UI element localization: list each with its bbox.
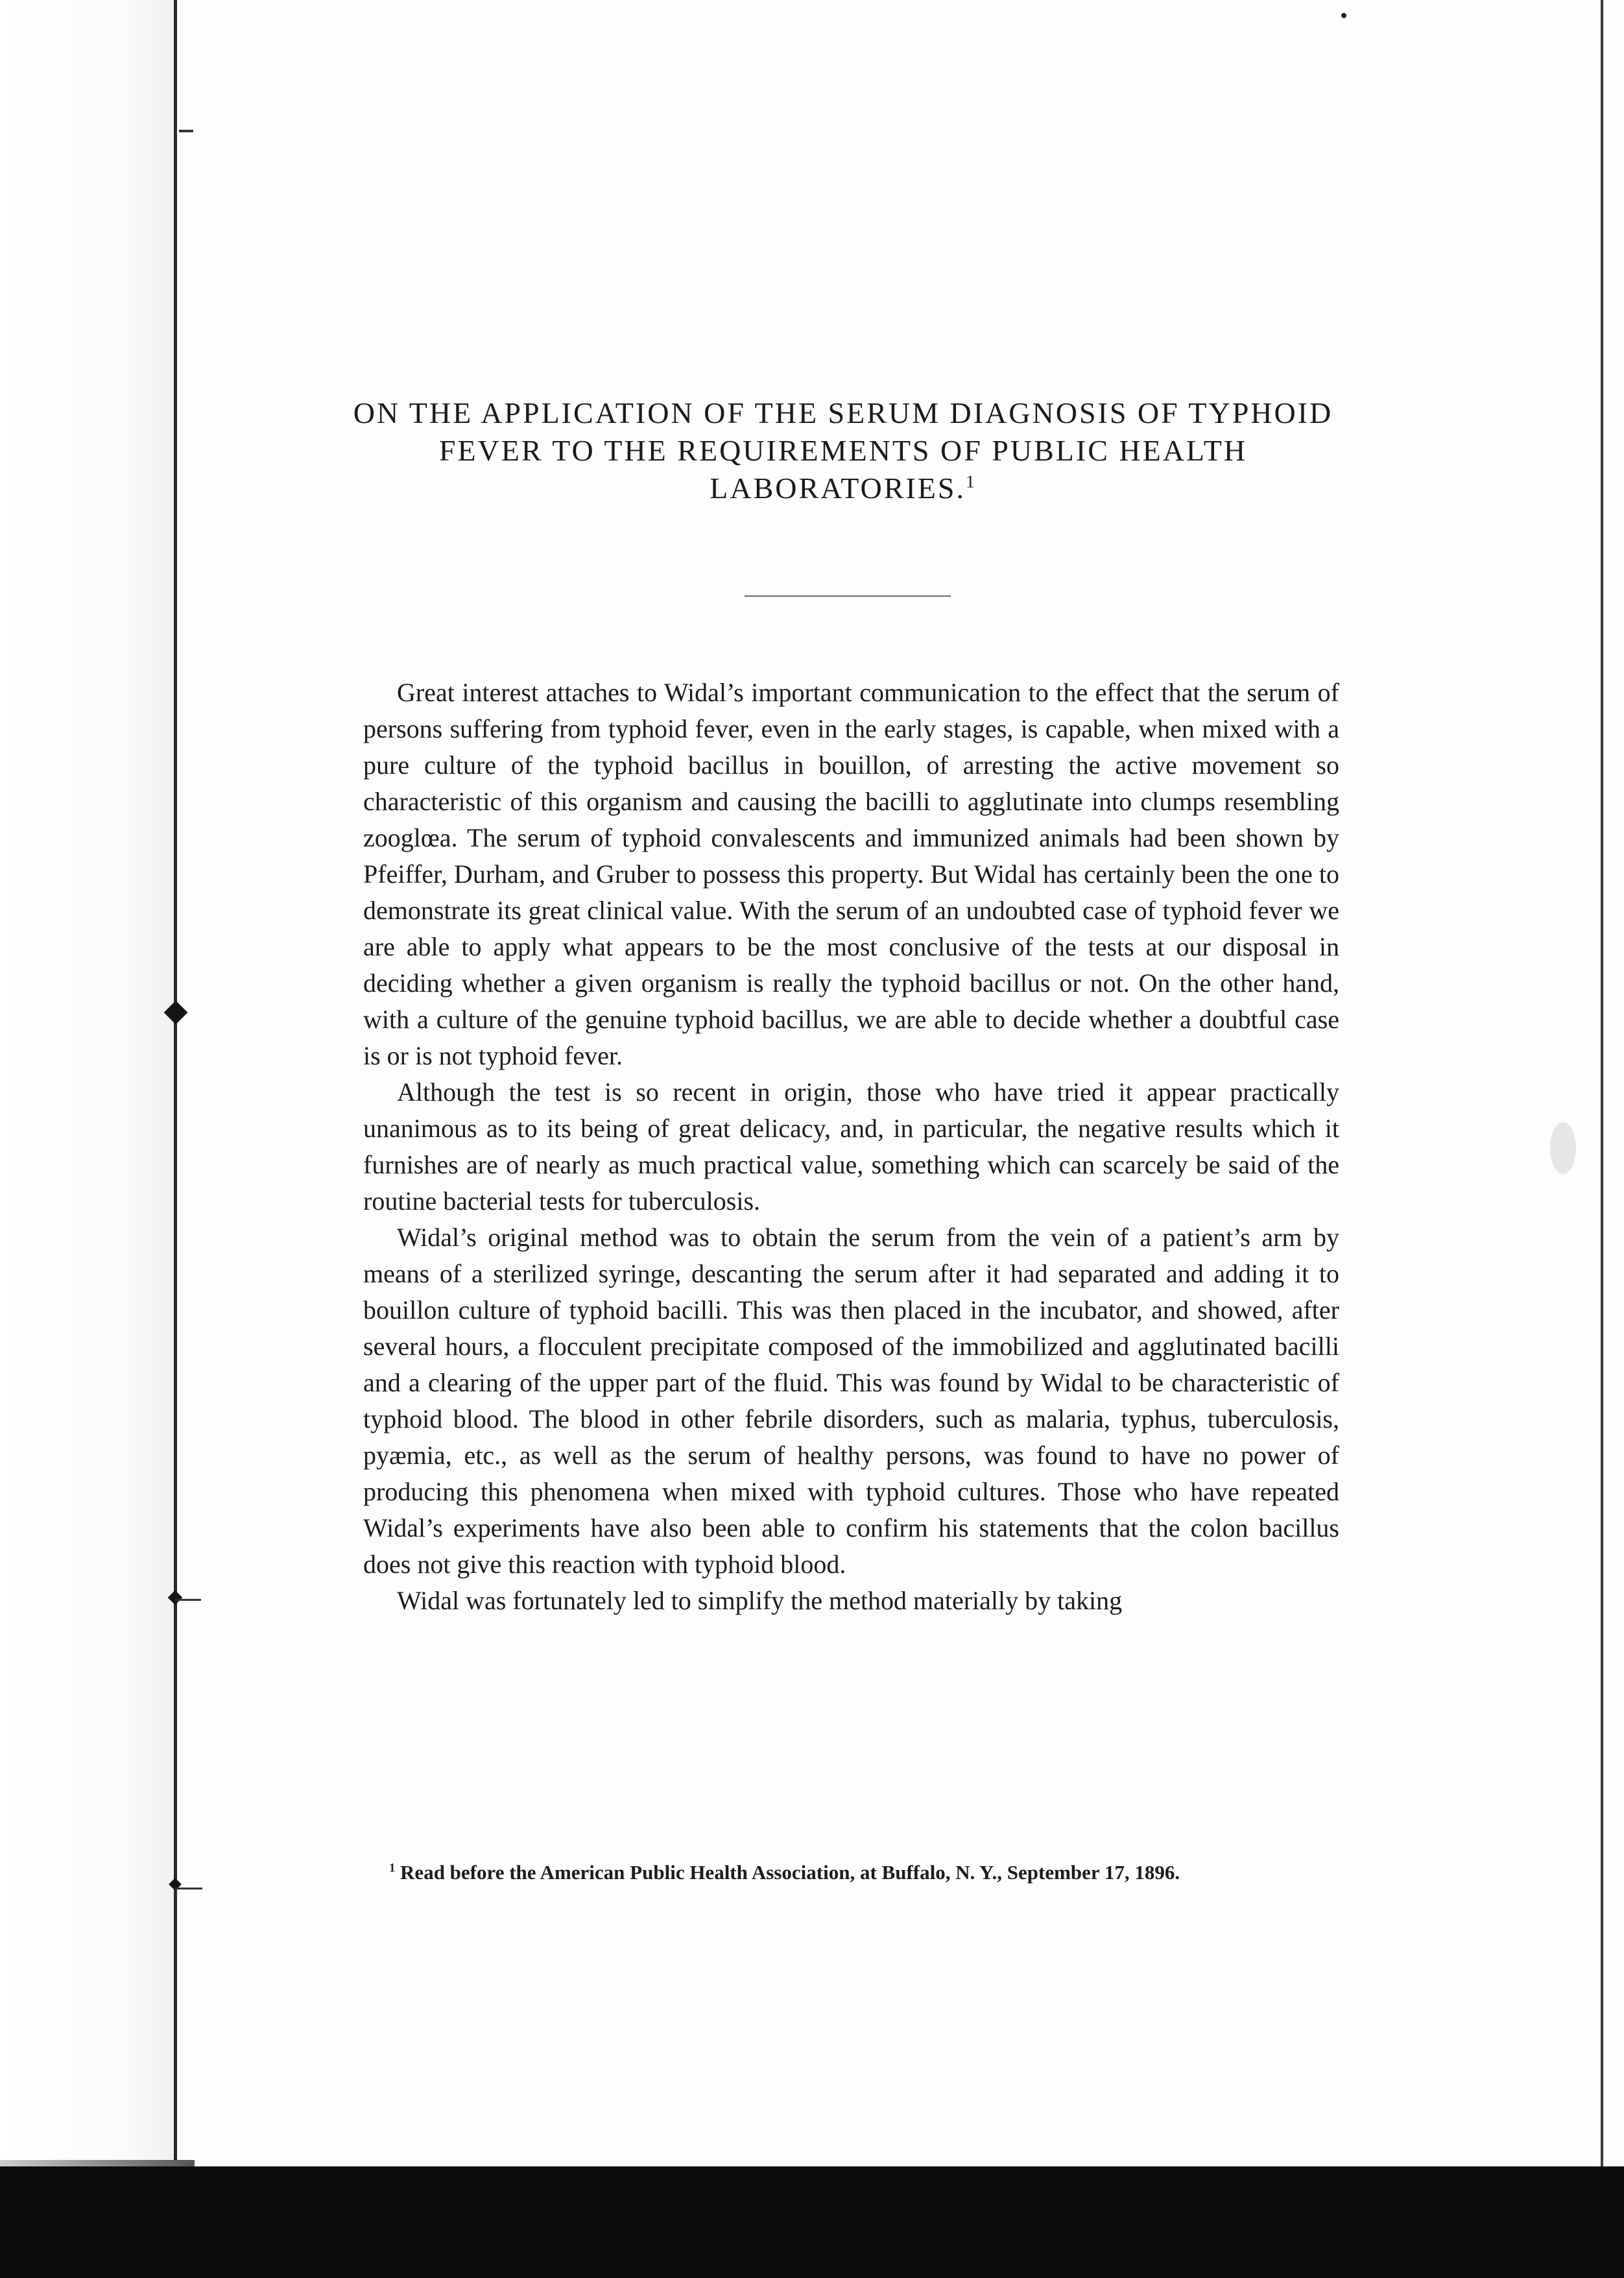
scan-bottom-band — [0, 2166, 1624, 2278]
footnote-text: Read before the American Public Health Association, at Buffalo, N. Y., September 17, 1896. — [395, 1861, 1180, 1884]
paragraph: Widal was fortunately led to simplify the method materially by taking — [397, 1586, 1123, 1615]
article-title-text: ON THE APPLICATION OF THE SERUM DIAGNOSIS OF TYPHOID FEVER TO THE REQUIREMENTS OF PUBLIC HEALTH LABORATORIES. — [353, 396, 1333, 505]
title-footnote-mark: 1 — [965, 471, 977, 492]
title-divider — [745, 595, 951, 597]
page-right-edge — [1601, 0, 1603, 2166]
footnote — [389, 1860, 1336, 1886]
binding-tick — [175, 1599, 201, 1601]
binding-tick — [175, 1888, 202, 1889]
article-body — [363, 675, 1339, 1619]
article-title — [337, 394, 1349, 507]
paragraph: Although the test is so recent in origin, those who have tried it appear practically unanimous as to its being of great delicacy, and, in particular, the negative results which it furnishes are of nearly as much practical value, something which can scarcely be said of the routine bacterial tests for tuberculosis. — [363, 1077, 1339, 1216]
paragraph: Great interest attaches to Widal’s important communication to the effect that the serum of persons suffering from typhoid fever, even in the early stages, is capable, when mixed with a pure culture of the typhoid bacillus in bouillon, of arresting the active movement so characteristic of this organism and causing the bacilli to agglutinate into clumps resembling zooglœa. The serum of typhoid convalescents and immunized animals had been shown by Pfeiffer, Durham, and Gruber to possess this property. But Widal has certainly been the one to demonstrate its great clinical value. With the serum of an undoubted case of typhoid fever we are able to apply what appears to be the most conclusive of the tests at our disposal in deciding whether a given organism is really the typhoid bacillus or not. On the other hand, with a culture of the genuine typhoid bacillus, we are able to decide whether a doubtful case is or is not typhoid fever. — [363, 678, 1339, 1070]
scan-blot — [1550, 1122, 1576, 1174]
binding-shadow — [0, 0, 174, 2160]
binding-tick — [179, 130, 193, 132]
paragraph: Widal’s original method was to obtain the serum from the vein of a patient’s arm by means of a sterilized syringe, descanting the serum after it had separated and adding it to bouillon culture of typhoid bacilli. This was then placed in the incubator, and showed, after several hours, a flocculent precipitate composed of the immobilized and agglutinated bacilli and a clearing of the upper part of the fluid. This was found by Widal to be characteristic of typhoid blood. The blood in other febrile disorders, such as malaria, typhus, tuberculosis, pyæmia, etc., as well as the serum of healthy persons, was found to have no power of producing this phenomena when mixed with typhoid cultures. Those who have repeated Widal’s experiments have also been able to confirm his statements that the colon bacillus does not give this reaction with typhoid blood. — [363, 1223, 1339, 1579]
scan-speck — [1341, 13, 1346, 18]
binding-edge-line — [174, 0, 177, 2160]
footnote-mark: 1 — [389, 1861, 396, 1875]
